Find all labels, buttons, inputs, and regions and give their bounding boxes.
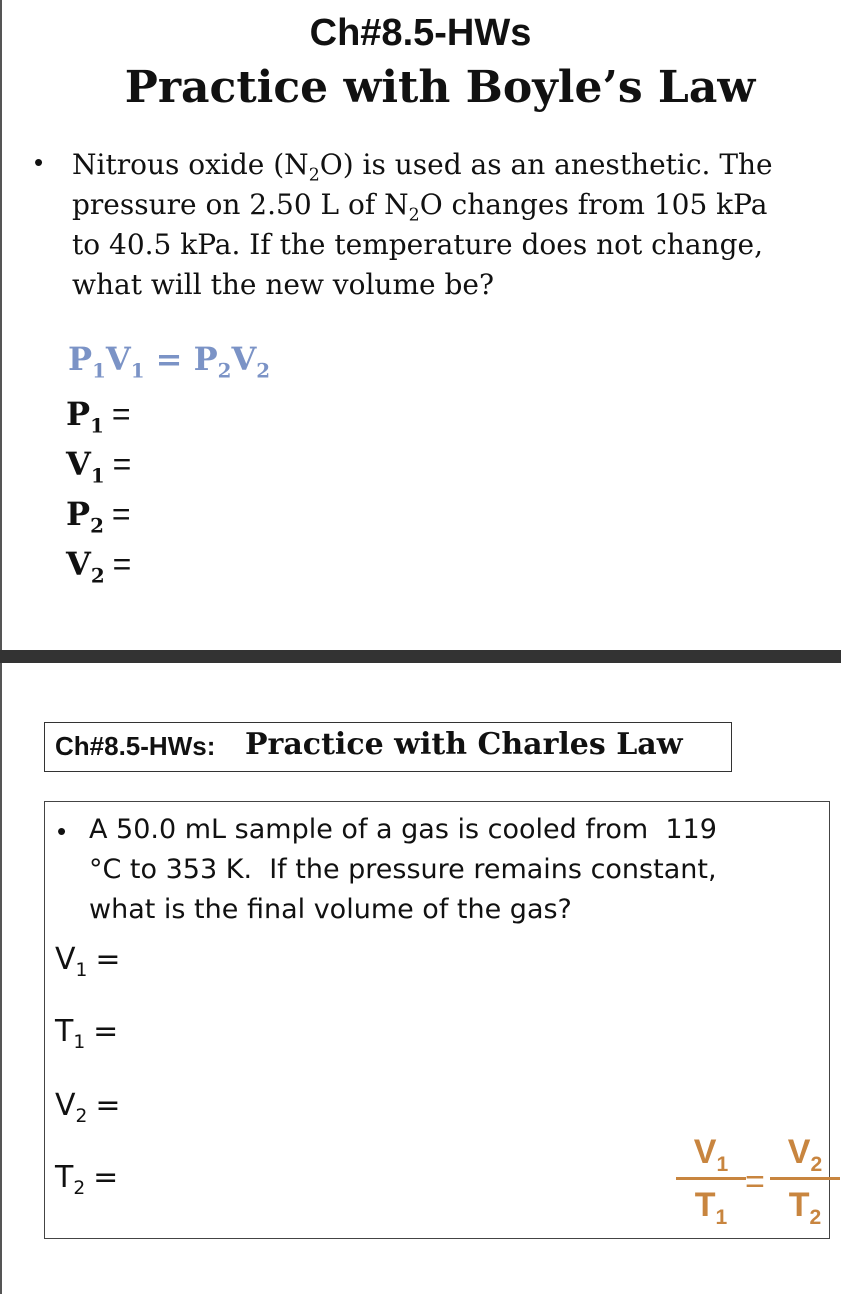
variable-v1: $V_1$ = [55,942,121,981]
question-text [89,810,819,930]
fraction-numerator: $V_1$ [693,1133,729,1176]
slide-title-box [44,722,732,772]
variable-p2: $P_2$ = [66,495,131,538]
question-line-3: what is the final volume of the gas? [89,894,572,925]
charles-law-fraction-right [770,1133,840,1228]
slide-title: Practice with Charles Law [245,727,683,762]
variable-t2: $T_2$ = [55,1160,119,1199]
variable-v2: $V_2$ = [66,545,132,588]
question-line-1: Nitrous oxide $(N_2O)$ is used as an anesthetic. The [72,148,773,186]
question-line-2: pressure on 2.50 L of $N_2O$ changes from 105 kPa [72,188,768,226]
slide-divider [0,650,841,663]
variable-v2: $V_2$ = [55,1088,121,1127]
slide-title-code: Ch#8.5-HWs: [55,731,216,761]
slide-title: Practice with Boyle’s Law [124,62,756,113]
fraction-bar [676,1177,746,1180]
variable-p1: $P_1$ = [66,395,131,438]
slide-code-heading: Ch#8.5-HWs [309,12,532,54]
charles-law-slide [0,663,841,1294]
variable-v1: $V_1$ = [66,445,132,488]
bullet-icon: • [34,147,44,177]
charles-law-fraction-left [676,1133,746,1228]
fraction-bar [770,1177,840,1180]
question-line-1: A 50.0 mL sample of a gas is cooled from 119 [89,814,717,845]
question-line-3: to 40.5 kPa. If the temperature does not change, [72,228,763,261]
variable-t1: $T_1$ = [55,1014,119,1053]
question-line-4: what will the new volume be? [72,268,494,301]
slide-left-edge [0,663,2,1294]
fraction-denominator: $T_2$ [788,1186,822,1229]
bullet-icon: • [57,816,67,846]
fraction-equals: = [745,1163,765,1201]
fraction-denominator: $T_1$ [694,1186,728,1229]
question-text [72,145,832,305]
fraction-numerator: $V_2$ [787,1133,823,1176]
boyles-law-formula: $P_1V_1 = P_2V_2$ [68,340,271,383]
question-line-2: °C to 353 K. If the pressure remains constant, [89,854,717,885]
